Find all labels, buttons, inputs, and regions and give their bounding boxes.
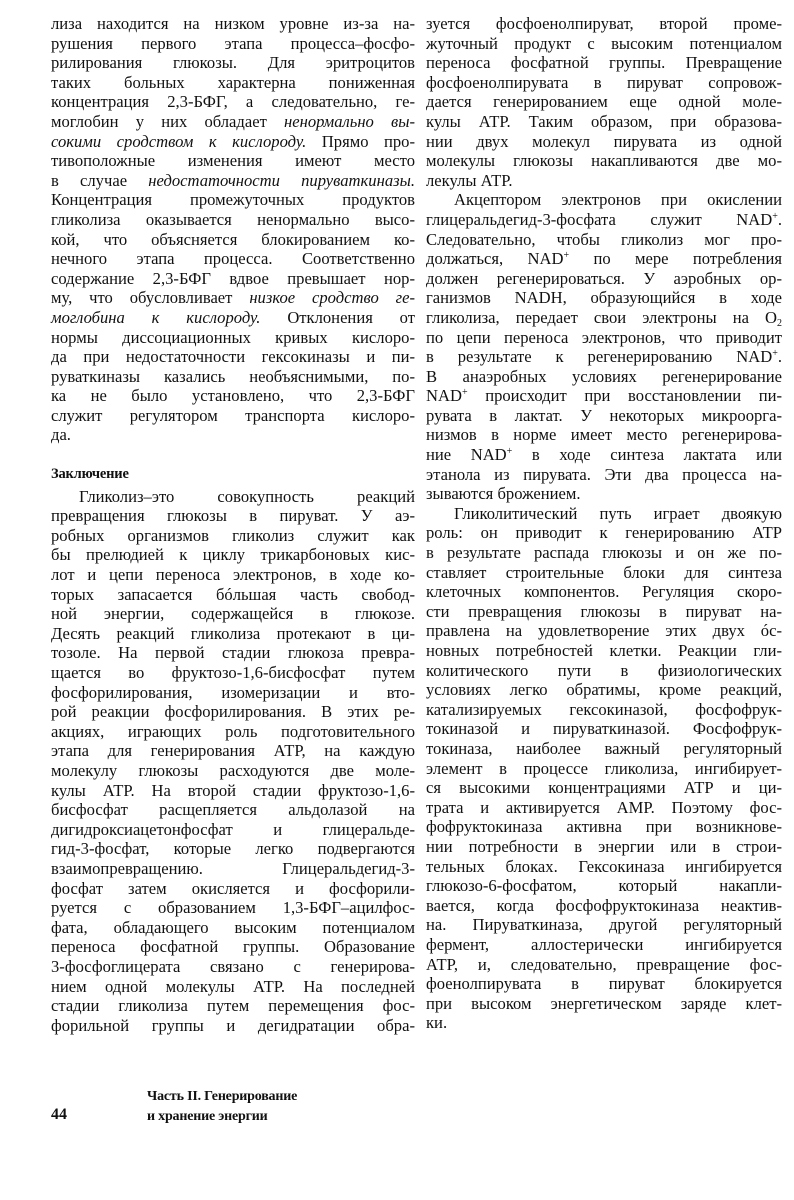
text-line: стадии гликолиза путем перемещения фос-	[51, 996, 415, 1016]
text-line: щается во фруктозо-1,6-бисфосфат путем	[51, 663, 415, 682]
text-line: рувата в лактат. У некоторых микроорга-	[426, 405, 782, 425]
text-line: NAD+ происходит при восстановлении пи-	[426, 386, 782, 406]
text-line: новных потребностей клетки. Реакции гли-	[426, 641, 782, 660]
text-line: кулы АТР. Таким образом, при образова-	[426, 111, 782, 131]
running-title	[147, 1087, 297, 1127]
text-line: Десять реакций гликолиза протекают в ци-	[51, 623, 415, 643]
text-line: глюкозо-6-фосфатом, который накапли-	[426, 876, 782, 896]
text-line: жуточный продукт с высоким потенциалом	[426, 33, 782, 53]
text-line: лекулы АТР.	[426, 170, 513, 190]
text-line: тозоле. На первой стадии глюкоза превра-	[51, 643, 415, 663]
text-line: В анаэробных условиях регенерирование	[426, 366, 782, 386]
text-line: сокими сродством к кислороду. Прямо про-	[51, 131, 415, 151]
text-line: ки.	[426, 1013, 448, 1033]
text-line: кой, что объясняется блокированием ко-	[51, 229, 415, 249]
text-line: лиза находится на низком уровне из-за на-	[51, 14, 415, 33]
text-line: катализируемых гексокиназой, фосфофрук-	[426, 699, 782, 719]
text-line: фофруктокиназа активна при возникнове-	[426, 817, 782, 837]
paragraph	[51, 14, 415, 445]
text-line: на. Пируваткиназа, другой регуляторный	[426, 915, 782, 935]
text-line: таких больных характерна пониженная	[51, 72, 415, 92]
text-line: должен регенерироваться. У аэробных ор-	[426, 268, 782, 288]
text-line: акциях, играющих роль подготовительного	[51, 721, 415, 741]
text-line: элемент в процессе гликолиза, ингибирует-	[426, 758, 782, 778]
paragraph	[426, 14, 782, 190]
section-heading: Заключение	[51, 465, 129, 482]
text-line: правлена на удовлетворение этих двух óс-	[426, 621, 782, 641]
text-line: бисфосфат расщепляется альдолазой на	[51, 800, 415, 820]
text-line: трата и активируется АМР. Поэтому фос-	[426, 797, 782, 817]
text-line: гид-3-фосфат, которые легко подвергаются	[51, 839, 415, 859]
text-line: токиназой и пируваткиназой. Фосфофрук-	[426, 719, 782, 739]
text-line: моглобин у них обладает ненормально вы-	[51, 111, 415, 131]
text-line: концентрация 2,3-БФГ, а следовательно, ге-	[51, 92, 415, 112]
text-line: ние NAD+ в ходе синтеза лактата или	[426, 445, 782, 465]
text-line: рой реакции фосфорилирования. В этих ре-	[51, 702, 415, 722]
text-line: нормы диссоциационных кривых кислоро-	[51, 327, 415, 347]
text-line: токиназа, наиболее важный регуляторный	[426, 738, 782, 758]
text-line: нии потребности в энергии или в строи-	[426, 836, 782, 856]
text-line: этанола из пирувата. Эти два процесса на-	[426, 464, 782, 484]
text-line: да.	[51, 425, 71, 445]
text-line: молекулы глюкозы накапливаются две мо-	[426, 151, 782, 171]
text-line: колитического пути в физиологических	[426, 660, 782, 680]
paragraph	[51, 487, 415, 1036]
text-line: служит регулятором транспорта кислоро-	[51, 405, 415, 425]
text-line: низмов в норме имеет место регенерирова-	[426, 425, 782, 445]
text-line: нечного этапа процесса. Соответственно	[51, 249, 415, 269]
text-line: при высоком энергетическом заряде клет-	[426, 993, 782, 1013]
text-line: этапа для генерирования АТР, на каждую	[51, 741, 415, 761]
text-line: по цепи переноса электронов, что приводит	[426, 327, 782, 347]
text-line: бы прелюдией к циклу трикарбоновых кис-	[51, 545, 415, 565]
text-line: ся высокими концентрациями АТР и ци-	[426, 778, 782, 798]
text-line: фермент, аллостерически ингибируется	[426, 934, 782, 954]
text-line: ставляет строительные блоки для синтеза	[426, 562, 782, 582]
text-line: фосфоенолпирувата в пируват сопровож-	[426, 72, 782, 92]
text-line: форильной группы и дегидратации обра-	[51, 1015, 415, 1035]
text-line: зываются брожением.	[426, 484, 581, 504]
text-line: роль: он приводит к генерированию АТР	[426, 523, 782, 543]
left-column	[51, 14, 415, 1035]
paragraph-gap	[51, 445, 415, 465]
text-line: в результате к регенерированию NAD+.	[426, 347, 782, 367]
text-line: переноса фосфатной группы. Превращение	[426, 53, 782, 73]
text-line: тельных блоках. Гексокиназа ингибируется	[426, 856, 782, 876]
text-line: сти превращения глюкозы в пируват на-	[426, 601, 782, 621]
text-line: взаимопревращению. Глицеральдегид-3-	[51, 858, 415, 878]
text-line: фосфат затем окисляется и фосфорили-	[51, 878, 415, 898]
text-line: моглобина к кислороду. Отклонения от	[51, 307, 415, 327]
text-line: тивоположные изменения имеют место	[51, 151, 415, 171]
text-line: рушения первого этапа процесса–фосфо-	[51, 33, 415, 53]
text-line: должаться, NAD+ по мере потребления	[426, 249, 782, 269]
text-line: нием одной молекулы АТР. На последней	[51, 976, 415, 996]
text-line: дается генерированием еще одной моле-	[426, 92, 782, 112]
text-line: рилирования глюкозы. Для эритроцитов	[51, 53, 415, 73]
text-line: Концентрация промежуточных продуктов	[51, 190, 415, 210]
paragraph	[426, 504, 782, 1033]
text-line: гликолиза, передает свои электроны на $O_2$	[426, 307, 782, 329]
text-line: Гликолиз–это совокупность реакций	[79, 486, 415, 506]
text-line: да при недостаточности гексокиназы и пи-	[51, 347, 415, 367]
text-line: руваткиназы казались необъяснимыми, по-	[51, 366, 415, 386]
text-line: АТР, и, следовательно, превращение фос-	[426, 954, 782, 974]
text-line: клеточных компонентов. Регуляция скоро-	[426, 582, 782, 602]
text-line: содержание 2,3-БФГ вдвое превышает нор-	[51, 268, 415, 288]
text-line: в случае недостаточности пируваткиназы.	[51, 170, 415, 190]
text-line: руется с образованием 1,3-БФГ–ацилфос-	[51, 898, 415, 918]
text-line: превращения глюкозы в пируват. У аэ-	[51, 506, 415, 526]
text-line: вается, когда фосфофруктокиназа неактив-	[426, 895, 782, 915]
text-line: фосфорилирования, изомеризации и вто-	[51, 682, 415, 702]
paragraph	[426, 190, 782, 504]
text-line: му, что обусловливает низкое сродство ге-	[51, 288, 415, 308]
text-line: ной энергии, содержащейся в глюкозе.	[51, 604, 415, 624]
text-line: в результате распада глюкозы и он же по-	[426, 543, 782, 563]
page-number: 44	[51, 1106, 67, 1123]
text-line: переноса фосфатной группы. Образование	[51, 937, 415, 957]
text-line: молекулу глюкозы расходуются две моле-	[51, 760, 415, 780]
text-line: Гликолитический путь играет двоякую	[454, 503, 782, 523]
text-line: зуется фосфоенолпируват, второй проме-	[426, 14, 782, 33]
text-line: ка не было установлено, что 2,3-БФГ	[51, 386, 415, 406]
text-line: торых запасается бóльшая часть свобод-	[51, 584, 415, 604]
text-line: Акцептором электронов при окислении	[454, 190, 782, 210]
text-line: лот и цепи переноса электронов, в ходе ко-	[51, 565, 415, 585]
right-column	[426, 14, 782, 1033]
text-line: робных организмов гликолиз служит как	[51, 525, 415, 545]
text-line: условиях легко обратимы, кроме реакций,	[426, 680, 782, 700]
text-line: Следовательно, чтобы гликолиз мог про-	[426, 229, 782, 249]
text-line: нии двух молекул пирувата из одной	[426, 131, 782, 151]
text-line: глицеральдегид-3-фосфата служит NAD+.	[426, 209, 782, 229]
text-line: гликолиза оказывается ненормально высо-	[51, 209, 415, 229]
text-line: кулы АТР. На второй стадии фруктозо-1,6-	[51, 780, 415, 800]
running-title-line: Часть II. Генерирование	[147, 1089, 298, 1104]
text-line: ганизмов NADH, образующийся в ходе	[426, 288, 782, 308]
text-line: фата, обладающего высоким потенциалом	[51, 917, 415, 937]
text-line: дигидроксиацетонфосфат и глицеральде-	[51, 819, 415, 839]
text-line: 3-фосфоглицерата связано с генерирова-	[51, 956, 415, 976]
text-line: фоенолпирувата в пируват блокируется	[426, 974, 782, 994]
running-title-line: и хранение энергии	[147, 1109, 268, 1124]
